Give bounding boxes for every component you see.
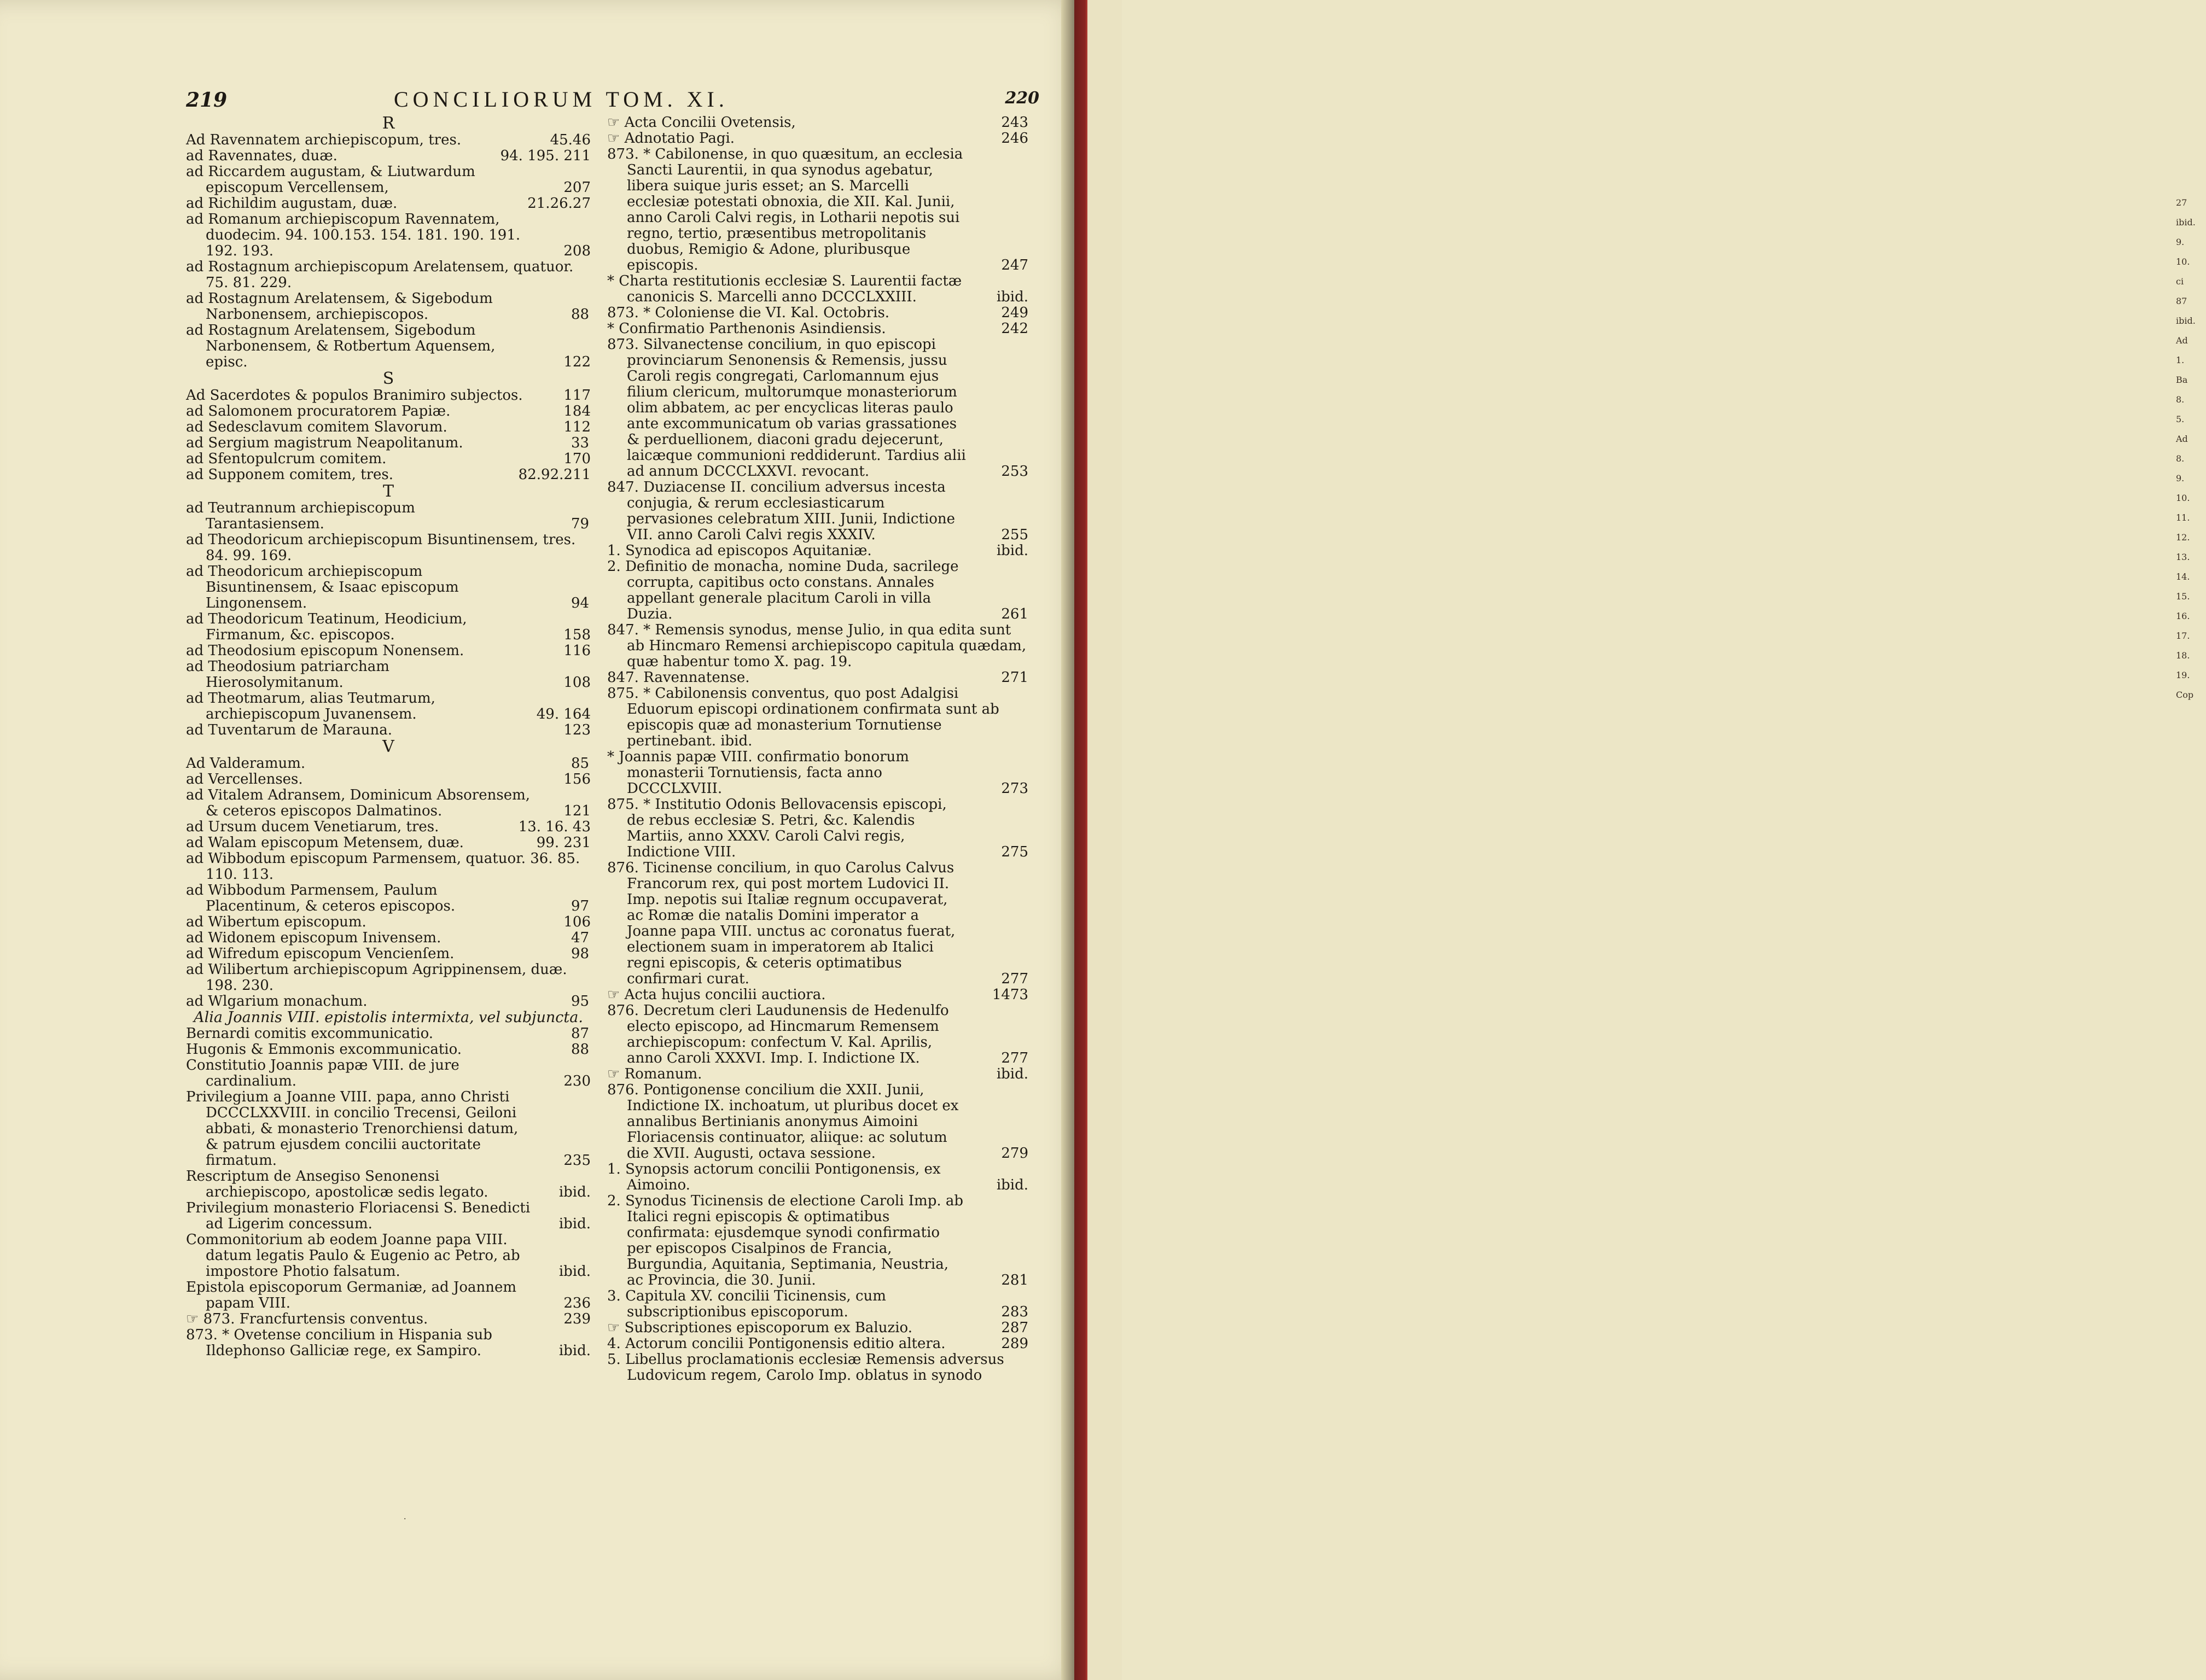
margin-fragment: 11. [2176,512,2190,523]
index-entry [607,543,1028,559]
entry-text: 5. Libellus proclamationis ecclesiæ Remensis adversus Ludovicum regem, Carolo Imp. oblatus in synodo [607,1351,1004,1384]
margin-fragment: 17. [2176,631,2190,641]
entry-text: ad Theodoricum archiepiscopum Bisuntinensem, tres. 84. 99. 169. [186,532,576,564]
entry-text: 876. Pontigonense concilium die XXII. Junii, Indictione IX. inchoatum, ut pluribus docet ex annalibus Bertinianis anonymus Aimoini Floriacensis continuator, aliique: ac solutum die XVII. Augusti, octava sessione. [607,1082,959,1162]
index-entry [186,659,591,691]
entry-page-ref: 49. 164 [536,706,591,722]
index-entry [186,1169,591,1200]
index-entry [186,691,591,722]
index-entry: ad Wifredum episcopum Vencienſem. 98 [186,946,590,962]
entry-page-ref: ibid. [996,1066,1028,1082]
index-entry [186,388,591,404]
entry-text: * Joannis papæ VIII. confirmatio bonorum monasterii Tornutiensis, facta anno DCCCLXVIII. [607,749,909,797]
entry-text: Privilegium monasterio Floriacensi S. Benedicti ad Ligerim concessum. [186,1200,531,1232]
index-entry: ad Teutrannum archiepiscopum Tarantasiensem. 79 [186,500,590,532]
margin-fragment: 13. [2176,552,2190,562]
entry-text: ad Theodoricum Teatinum, Heodicium, Firmanum, &c. episcopos. [186,611,467,643]
entry-text: 873. * Coloniense die VI. Kal. Octobris. [607,305,890,321]
margin-fragment: Ba [2176,375,2188,385]
entry-page-ref: 1473 [992,987,1028,1003]
entry-text: ☞ Adnotatio Pagi. [607,130,735,147]
index-entry [186,259,591,291]
entry-text: ad Vercellenses. [186,771,303,788]
margin-fragment: ibid. [2176,217,2196,228]
entry-text: Bernardi comitis excommunicatio. [186,1025,434,1042]
margin-fragment: 5. [2176,414,2185,424]
entry-text: * Charta restitutionis ecclesiæ S. Laurentii factæ canonicis S. Marcelli anno DCCCLXXIII. [607,273,962,305]
index-entry [186,835,591,851]
index-column-left [186,115,591,1359]
entry-text: ad Wilibertum archiepiscopum Agrippinensem, duæ. 198. 230. [186,961,567,994]
entry-text: ad Wifredum episcopum Vencienſem. [186,946,455,962]
margin-fragment: ci [2176,276,2184,287]
entry-page-ref: 277 [1001,1050,1028,1066]
margin-fragment: 87 [2176,296,2187,306]
index-entry [607,337,1028,480]
index-entry [607,749,1028,797]
entry-page-ref: 239 [563,1311,591,1327]
margin-fragment: 18. [2176,650,2190,661]
index-entry [607,305,1028,321]
index-entry [607,273,1028,305]
entry-page-ref: 108 [563,674,591,691]
index-entry [186,164,591,196]
entry-page-ref: 253 [1001,463,1028,480]
entry-text: 1. Synopsis actorum concilii Pontigonensis, ex Aimoino. [607,1161,941,1193]
entry-text: Constitutio Joannis papæ VIII. de jure cardinalium. [186,1057,459,1089]
entry-page-ref: 236 [563,1295,591,1311]
entry-page-ref: 184 [563,403,591,419]
index-entry [186,148,591,164]
entry-text: 873. * Ovetense concilium in Hispania sub Ildephonso Galliciæ rege, ex Sampiro. [186,1327,492,1359]
entry-text: 847. Duziacense II. concilium adversus incesta conjugia, & rerum ecclesiasticarum pervasiones celebratum XIII. Junii, Indictione VII. anno Caroli Calvi regis XXXIV. [607,479,956,543]
index-entry [607,1352,1028,1384]
margin-fragment: 15. [2176,591,2190,602]
entry-page-ref: 112 [563,419,591,435]
index-entry [607,115,1028,131]
index-entry [186,914,591,930]
entry-page-ref: 82.92.211 [518,466,591,483]
index-entry [186,532,591,564]
index-entry [186,819,591,835]
next-page-margin [1086,0,2196,1680]
entry-page-ref: ibid. [558,1343,591,1359]
index-entry [607,131,1028,147]
entry-page-ref: 116 [563,643,591,659]
entry-text: Epistola episcoporum Germaniæ, ad Joannem papam VIII. [186,1279,517,1311]
entry-page-ref: ibid. [996,1177,1028,1193]
running-title: CONCILIORUM TOM. XI. [394,87,729,112]
entry-text: ☞ Subscriptiones episcoporum ex Baluzio. [607,1320,912,1336]
entry-text: Rescriptum de Ansegiso Senonensi archiepiscopo, apostolicæ sedis legato. [186,1168,488,1200]
entry-page-ref: 287 [1001,1320,1028,1336]
margin-fragment: 27 [2176,197,2187,208]
index-entry: Hugonis & Emmonis excommunicatio. 88 [186,1041,590,1058]
entry-page-ref: 275 [1001,844,1028,860]
entry-text: ☞ 873. Francfurtensis conventus. [186,1311,428,1327]
index-entry [607,860,1028,987]
entry-page-ref: 45.46 [550,132,591,148]
entry-text: ☞ Romanum. [607,1066,702,1082]
margin-fragment: 10. [2176,256,2190,267]
index-entry: Bernardi comitis excommunicatio. 87 [186,1025,590,1042]
entry-page-ref: 156 [563,771,591,788]
index-entry: ad Sergium magistrum Neapolitanum. 33 [186,435,590,451]
margin-fragment: 19. [2176,670,2190,680]
margin-fragment: 8. [2176,394,2185,405]
entry-page-ref: 207 [563,179,591,196]
entry-text: Ad Ravennatem archiepiscopum, tres. [186,132,462,148]
entry-page-ref: 235 [563,1152,591,1169]
entry-page-ref: 243 [1001,114,1028,131]
entry-text: 2. Synodus Ticinensis de electione Caroli Imp. ab Italici regni episcopis & optimatibus confirmata: ejusdemque synodi confirmatio per episcopos Cisalpinos de Francia, Burgundia, Aquitania, Septimania, Neustria, ac Provincia, die 30. Junii. [607,1193,964,1288]
section-letter: V [382,737,394,756]
entry-page-ref: 261 [1001,606,1028,622]
entry-page-ref: 21.26.27 [527,195,591,212]
entry-page-ref: 230 [563,1073,591,1089]
entry-page-ref: ibid. [996,289,1028,305]
entry-page-ref: 242 [1001,320,1028,337]
entry-text: 1. Synodica ad episcopos Aquitaniæ. [607,542,872,559]
page-number-right: 220 [1005,89,1039,108]
margin-fragment: 9. [2176,237,2185,247]
entry-page-ref: 106 [563,914,591,930]
entry-text: 876. Ticinense concilium, in quo Carolus Calvus Francorum rex, qui post mortem Ludovici II. Imp. nepotis sui Italiæ regnum occupaverat, ac Romæ die natalis Domini imperator a Joanne papa VIII. unctus ac coronatus fuerat, electionem suam in imperatorem ab Italici regni episcopis, & ceteris optimatibus confirmari curat. [607,860,956,987]
index-entry [186,1089,591,1169]
entry-text: ad Richildim augustam, duæ. [186,195,398,212]
index-entry: ad Theodoricum archiepiscopum Bisuntinensem, & Isaac episcopum Lingonensem. 94 [186,563,590,611]
entry-text: * Confirmatio Parthenonis Asindiensis. [607,320,886,337]
margin-fragment: 1. [2176,355,2185,365]
index-entry [186,611,591,643]
index-entry [607,1003,1028,1066]
entry-page-ref: 94. 195. 211 [500,148,591,164]
index-entry [607,147,1028,273]
index-entry [186,722,591,738]
index-entry [186,212,591,259]
margin-fragment: 10. [2176,493,2190,503]
entry-text: 2. Definitio de monacha, nomine Duda, sacrilege corrupta, capitibus octo constans. Annales appellant generale placitum Caroli in villa Duzia. [607,558,959,622]
entry-page-ref: 271 [1001,669,1028,686]
index-entry [186,132,591,148]
entry-text: Ad Valderamum. [186,755,306,772]
index-entry [607,670,1028,686]
entry-text: 3. Capitula XV. concilii Ticinensis, cum subscriptionibus episcoporum. [607,1288,886,1320]
entry-page-ref: 117 [563,387,591,404]
entry-text: ad Wlgarium monachum. [186,993,368,1010]
section-letter: R [382,114,395,133]
index-entry [186,1311,591,1327]
section-subheading: Alia Joannis VIII. epistolis intermixta, vel subjuncta. [194,1009,583,1026]
page-number-left: 219 [186,89,228,112]
entry-page-ref: 273 [1001,780,1028,797]
entry-text: ad Theodoricum archiepiscopum Bisuntinensem, & Isaac episcopum Lingonensem. [186,563,459,611]
entry-text: 875. * Institutio Odonis Bellovacensis episcopi, de rebus ecclesiæ S. Petri, &c. Kalendis Martiis, anno XXXV. Caroli Calvi regis, Indictione VIII. [607,796,947,860]
entry-page-ref: 247 [1001,257,1028,273]
entry-text: ad Riccardem augustam, & Liutwardum episcopum Vercellensem, [186,164,475,196]
entry-text: 876. Decretum cleri Laudunensis de Hedenulfo electo episcopo, ad Hincmarum Remensem archiepiscopum: confectum V. Kal. Aprilis, anno Caroli XXXVI. Imp. I. Indictione IX. [607,1002,949,1066]
index-entry: ad Rostagnum Arelatensem, & Sigebodum Narbonensem, archiepiscopos. 88 [186,290,590,323]
margin-fragment: ibid. [2176,316,2196,326]
margin-fragment: 16. [2176,611,2190,621]
index-entry [607,480,1028,543]
entry-text: ad Rostagnum Arelatensem, Sigebodum Narbonensem, & Rotbertum Aquensem, episc. [186,322,496,370]
index-entry [186,1232,591,1280]
page-edge [1061,0,1074,1680]
entry-text: ad Supponem comitem, tres. [186,466,394,483]
index-entry [186,196,591,212]
index-entry [607,1082,1028,1162]
entry-text: Hugonis & Emmonis excommunicatio. [186,1041,462,1058]
index-entry [186,419,591,435]
entry-text: ad Wibbodum Parmensem, Paulum Placentinum, & ceteros episcopos. [186,882,456,914]
entry-text: ad Theodosium patriarcham Hierosolymitanum. [186,658,389,691]
section-letter: T [382,482,394,501]
index-entry: ad Wlgarium monachum. 95 [186,993,590,1010]
index-entry [186,1327,591,1359]
index-entry [607,686,1028,749]
entry-text: ad Ursum ducem Venetiarum, tres. [186,819,439,835]
index-entry [607,1320,1028,1336]
index-entry [607,1066,1028,1082]
index-entry [186,1280,591,1311]
index-entry [607,1288,1028,1320]
entry-text: 873. * Cabilonense, in quo quæsitum, an ecclesia Sancti Laurentii, in qua synodus agebatur, libera suique juris esset; an S. Marcelli ecclesiæ potestati obnoxia, die XII. Kal. Junii, anno Caroli Calvi regis, in Lotharii nepotis sui regno, tertio, præsentibus metropolitanis duobus, Remigio & Adone, pluribusque episcopis. [607,146,963,273]
entry-page-ref: 123 [563,722,591,738]
entry-page-ref: 249 [1001,305,1028,321]
index-entry [607,987,1028,1003]
entry-text: ad Sergium magistrum Neapolitanum. [186,435,463,451]
index-entry [186,772,591,788]
index-entry [186,788,591,819]
index-entry [186,451,591,467]
index-entry: ad Wibbodum Parmensem, Paulum Placentinum, & ceteros episcopos. 97 [186,882,590,914]
entry-page-ref: 255 [1001,527,1028,543]
entry-text: 4. Actorum concilii Pontigonensis editio altera. [607,1335,946,1352]
entry-page-ref: 99. 231 [536,835,591,851]
index-entry [186,404,591,419]
entry-text: ad Walam episcopum Metensem, duæ. [186,835,464,851]
entry-text: 847. * Remensis synodus, mense Julio, in qua edita sunt ab Hincmaro Remensi archiepiscopo capitula quædam, quæ habentur tomo X. pag. 19. [607,622,1027,670]
entry-text: 875. * Cabilonensis conventus, quo post Adalgisi Eduorum episcopi ordinationem confirmata sunt ab episcopis quæ ad monasterium Tornutiense pertinebant. ibid. [607,685,999,749]
index-entry [607,1162,1028,1193]
margin-fragment: Ad [2176,434,2188,444]
index-entry [607,622,1028,670]
page-mark: . [404,1513,406,1521]
entry-text: Ad Sacerdotes & populos Branimiro subjectos. [186,387,523,404]
index-entry [607,321,1028,337]
margin-fragments [2176,197,2206,709]
index-entry [607,797,1028,860]
entry-text: ad Tuventarum de Marauna. [186,722,392,738]
entry-text: ad Ravennates, duæ. [186,148,337,164]
entry-text: ad Salomonem procuratorem Papiæ. [186,403,451,419]
entry-page-ref: ibid. [996,542,1028,559]
margin-fragment: 9. [2176,473,2185,483]
entry-text: ad Sfentopulcrum comitem. [186,451,387,467]
margin-fragment: 8. [2176,453,2185,464]
entry-page-ref: 277 [1001,971,1028,987]
index-entry [607,559,1028,622]
entry-text: 873. Silvanectense concilium, in quo episcopi provinciarum Senonensis & Remensis, jussu Caroli regis congregati, Carlomannum ejus filium clericum, multorumque monasteriorum olim abbatem, ac per encyclicas literas paulo ante excommunicatum ob varias grassationes & perduellionem, diaconi gradu dejecerunt, laicæque communioni reddiderunt. Tardius alii ad annum DCCCLXXVI. revocant. [607,336,966,480]
index-entry [186,1200,591,1232]
entry-page-ref: 122 [563,354,591,370]
entry-text: ad Vitalem Adransem, Dominicum Absorensem, & ceteros episcopos Dalmatinos. [186,787,531,819]
entry-text: ad Rostagnum Arelatensem, & Sigebodum Narbonensem, archiepiscopos. [186,290,493,323]
index-entry [186,1058,591,1089]
entry-text: ad Romanum archiepiscopum Ravennatem, duodecim. 94. 100.153. 154. 181. 190. 191. 192. 193. [186,211,521,259]
margin-fragment: Cop [2176,690,2194,700]
entry-page-ref: 170 [563,451,591,467]
entry-page-ref: 281 [1001,1272,1028,1288]
entry-page-ref: 246 [1001,130,1028,147]
index-column-right [607,115,1028,1384]
entry-text: ad Sedesclavum comitem Slavorum. [186,419,447,435]
entry-page-ref: 121 [563,803,591,819]
index-entry [186,467,591,483]
entry-text: ad Teutrannum archiepiscopum Tarantasiensem. [186,500,415,532]
entry-text: ad Theodosium episcopum Nonensem. [186,643,464,659]
index-entry: Ad Valderamum. 85 [186,755,590,772]
entry-text: ad Wibertum episcopum. [186,914,366,930]
entry-page-ref: ibid. [558,1216,591,1232]
index-entry [186,962,591,994]
index-entry [186,851,591,883]
entry-page-ref: 289 [1001,1335,1028,1352]
entry-page-ref: 208 [563,243,591,259]
entry-text: Commonitorium ab eodem Joanne papa VIII. datum legatis Paulo & Eugenio ac Petro, ab impostore Photio falsatum. [186,1232,520,1280]
index-entry [186,323,591,370]
entry-text: 847. Ravennatense. [607,669,750,686]
index-entry: ad Widonem episcopum Inivensem. 47 [186,930,590,946]
margin-fragment: 12. [2176,532,2190,542]
entry-page-ref: 158 [563,627,591,643]
index-entry [607,1193,1028,1288]
entry-page-ref: 279 [1001,1145,1028,1162]
entry-text: ad Widonem episcopum Inivensem. [186,930,441,946]
margin-fragment: 14. [2176,571,2190,582]
index-entry [607,1336,1028,1352]
index-entry [186,643,591,659]
entry-text: ☞ Acta hujus concilii auctiora. [607,987,826,1003]
entry-page-ref: ibid. [558,1184,591,1200]
entry-text: ad Theotmarum, alias Teutmarum, archiepiscopum Juvanensem. [186,690,435,722]
entry-page-ref: 283 [1001,1304,1028,1320]
section-letter: S [382,369,394,388]
entry-text: Privilegium a Joanne VIII. papa, anno Christi DCCCLXXVIII. in concilio Trecensi, Geiloni abbati, & monasterio Trenorchiensi datum, & patrum ejusdem concilii auctoritate firmatum. [186,1089,519,1169]
entry-page-ref: 13. 16. 43 [518,819,591,835]
entry-page-ref: ibid. [558,1263,591,1280]
margin-fragment: Ad [2176,335,2188,346]
entry-text: ad Rostagnum archiepiscopum Arelatensem, quatuor. 75. 81. 229. [186,259,574,291]
entry-text: ☞ Acta Concilii Ovetensis, [607,114,796,131]
entry-text: ad Wibbodum episcopum Parmensem, quatuor. 36. 85. 110. 113. [186,850,580,883]
